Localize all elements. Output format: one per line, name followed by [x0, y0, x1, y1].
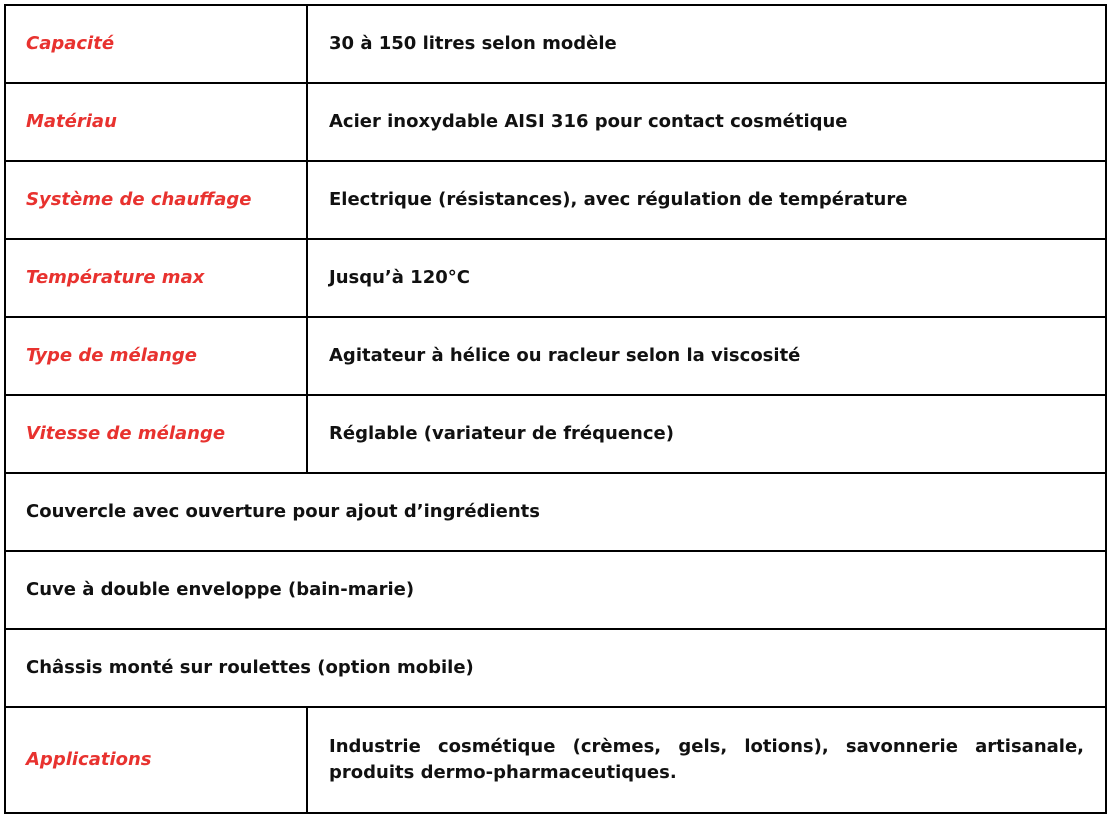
- spec-label: Matériau: [5, 83, 307, 161]
- spec-label: Système de chauffage: [5, 161, 307, 239]
- spec-row-chauffage: [5, 161, 1106, 239]
- spec-value: Industrie cosmétique (crèmes, gels, lotions), savonnerie artisanale, produits dermo-pharmaceutiques.: [307, 707, 1106, 813]
- spec-value: Agitateur à hélice ou racleur selon la viscosité: [307, 317, 1106, 395]
- spec-row-type-melange: [5, 317, 1106, 395]
- spec-value: Electrique (résistances), avec régulation de température: [307, 161, 1106, 239]
- spec-value: Réglable (variateur de fréquence): [307, 395, 1106, 473]
- feature-text: Châssis monté sur roulettes (option mobile): [5, 629, 1106, 707]
- spec-value: Jusqu’à 120°C: [307, 239, 1106, 317]
- spec-label: Type de mélange: [5, 317, 307, 395]
- spec-row-applications: [5, 707, 1106, 813]
- spec-label: Applications: [5, 707, 307, 813]
- feature-text: Cuve à double enveloppe (bain-marie): [5, 551, 1106, 629]
- spec-value: 30 à 150 litres selon modèle: [307, 5, 1106, 83]
- spec-label: Température max: [5, 239, 307, 317]
- spec-label: Capacité: [5, 5, 307, 83]
- specifications-table: [4, 4, 1107, 814]
- spec-value: Acier inoxydable AISI 316 pour contact cosmétique: [307, 83, 1106, 161]
- spec-row-materiau: [5, 83, 1106, 161]
- feature-row-couvercle: [5, 473, 1106, 551]
- spec-row-temperature: [5, 239, 1106, 317]
- feature-text: Couvercle avec ouverture pour ajout d’ingrédients: [5, 473, 1106, 551]
- spec-row-vitesse: [5, 395, 1106, 473]
- spec-row-capacite: [5, 5, 1106, 83]
- feature-row-chassis: [5, 629, 1106, 707]
- spec-label: Vitesse de mélange: [5, 395, 307, 473]
- feature-row-cuve: [5, 551, 1106, 629]
